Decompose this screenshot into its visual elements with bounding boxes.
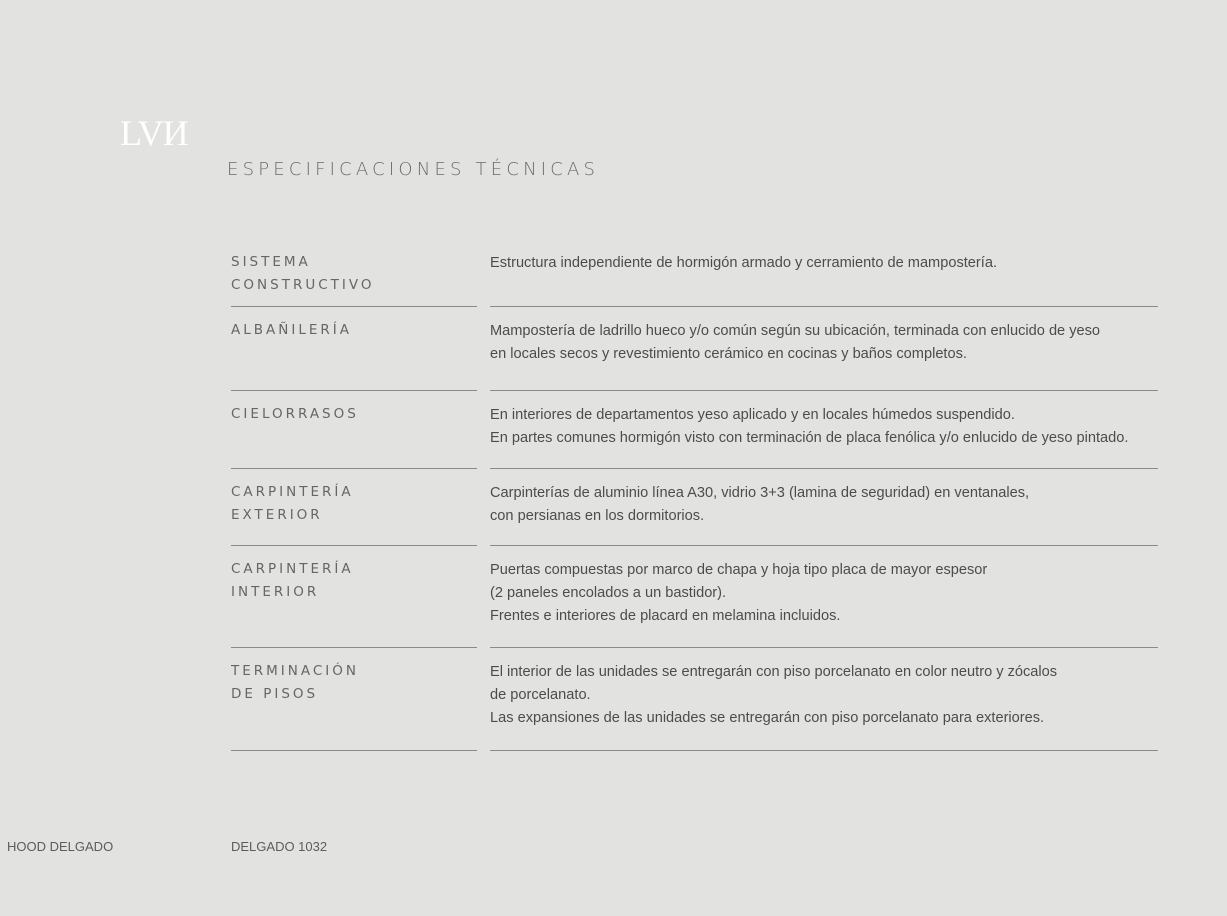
spec-row	[231, 556, 1158, 648]
spec-gap	[477, 658, 490, 751]
spec-description-line: En partes comunes hormigón visto con terminación de placa fenólica y/o enlucido de yeso pintado.	[490, 430, 1129, 446]
spec-label	[231, 479, 477, 546]
spec-label	[231, 556, 477, 648]
spec-row-wrapper	[231, 469, 1158, 546]
spec-gap	[477, 317, 490, 391]
spec-row-wrapper	[231, 307, 1158, 391]
spec-row-wrapper	[231, 546, 1158, 648]
spec-label	[231, 401, 477, 469]
spec-gap	[477, 249, 490, 307]
spec-label-line: CIELORRASOS	[231, 406, 359, 422]
spec-label-line: ALBAÑILERÍA	[231, 322, 352, 338]
spec-label-line: INTERIOR	[231, 584, 320, 600]
spec-label-line: DE PISOS	[231, 686, 319, 702]
spec-gap	[477, 479, 490, 546]
spec-description	[490, 556, 1158, 648]
page-title: ESPECIFICACIONES TÉCNICAS	[227, 159, 600, 180]
spec-row	[231, 317, 1158, 391]
spec-gap	[477, 556, 490, 648]
specs-table	[231, 249, 1158, 751]
spec-description-line: Estructura independiente de hormigón armado y cerramiento de mampostería.	[490, 255, 997, 271]
spec-description	[490, 249, 1158, 307]
spec-description-line: (2 paneles encolados a un bastidor).	[490, 585, 727, 601]
spec-description-line: El interior de las unidades se entregarán con piso porcelanato en color neutro y zócalos	[490, 664, 1058, 680]
spec-row	[231, 658, 1158, 751]
spec-label	[231, 658, 477, 751]
spec-gap	[477, 401, 490, 469]
spec-description-line: Las expansiones de las unidades se entregarán con piso porcelanato para exteriores.	[490, 710, 1045, 726]
spec-description-line: de porcelanato.	[490, 687, 591, 703]
footer-address: DELGADO 1032	[231, 839, 328, 854]
spec-description	[490, 479, 1158, 546]
brand-logo: LVИ	[120, 113, 188, 153]
spec-description-line: Frentes e interiores de placard en melamina incluidos.	[490, 608, 841, 624]
spec-label-line: SISTEMA	[231, 254, 311, 270]
spec-label-line: CARPINTERÍA	[231, 484, 354, 500]
spec-description-line: Carpinterías de aluminio línea A30, vidrio 3+3 (lamina de seguridad) en ventanales,	[490, 485, 1030, 501]
spec-row	[231, 401, 1158, 469]
spec-row-wrapper	[231, 648, 1158, 751]
spec-description	[490, 401, 1158, 469]
spec-description-line: con persianas en los dormitorios.	[490, 508, 705, 524]
spec-label-line: CARPINTERÍA	[231, 561, 354, 577]
spec-description	[490, 317, 1158, 391]
spec-description-line: Mampostería de ladrillo hueco y/o común según su ubicación, terminada con enlucido de yeso	[490, 323, 1101, 339]
spec-label-line: EXTERIOR	[231, 507, 323, 523]
spec-label-line: TERMINACIÓN	[231, 663, 360, 679]
spec-row	[231, 249, 1158, 307]
spec-description-line: En interiores de departamentos yeso aplicado y en locales húmedos suspendido.	[490, 407, 1015, 423]
spec-row-wrapper	[231, 249, 1158, 307]
footer-project-name: HOOD DELGADO	[7, 839, 114, 854]
spec-label-line: CONSTRUCTIVO	[231, 277, 375, 293]
spec-description	[490, 658, 1158, 751]
spec-row	[231, 479, 1158, 546]
spec-description-line: en locales secos y revestimiento cerámico en cocinas y baños completos.	[490, 346, 967, 362]
spec-description-line: Puertas compuestas por marco de chapa y hoja tipo placa de mayor espesor	[490, 562, 988, 578]
spec-row-wrapper	[231, 391, 1158, 469]
spec-label	[231, 249, 477, 307]
spec-label	[231, 317, 477, 391]
